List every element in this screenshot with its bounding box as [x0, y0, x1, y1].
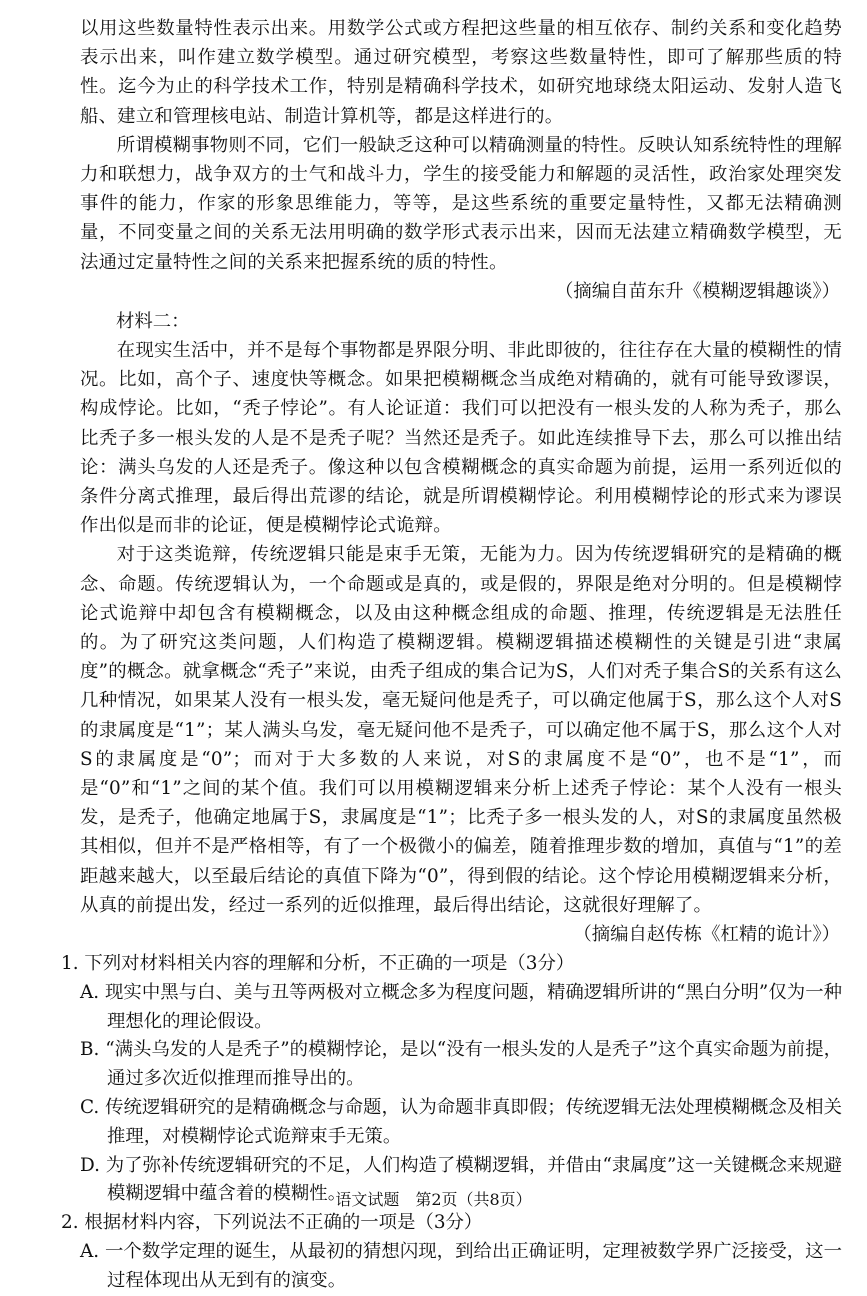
paragraph-fuzzy-logic: 对于这类诡辩，传统逻辑只能是束手无策，无能为力。因为传统逻辑研究的是精确的概念、命题。传统逻辑认为，一个命题或是真的，或是假的，界限是绝对分明的。但是模糊悖论式诡辩中却包含有模糊概念，以及由这种概念组成的命题、推理，传统逻辑是无法胜任的。为了研究这类问题，人们构造了模糊逻辑。模糊逻辑描述模糊性的关键是引进“隶属度”的概念。就拿概念“秃子”来说，由秃子组成的集合记为S，人们对秃子集合S的关系有这么几种情况，如果某人没有一根头发，毫无疑问他是秃子，可以确定他属于S，那么这个人对S的隶属度是“1”；某人满头乌发，毫无疑问他不是秃子，可以确定他不属于S，那么这个人对S的隶属度是“0”；而对于大多数的人来说，对S的隶属度不是“0”，也不是“1”，而是“0”和“1”之间的某个值。我们可以用模糊逻辑来分析上述秃子悖论：某个人没有一根头发，是秃子，他确定地属于S，隶属度是“1”；比秃子多一根头发的人，对S的隶属度虽然极其相似，但并不是严格相等，有了一个极微小的偏差，随着推理步数的增加，真值与“1”的差距越来越大，以至最后结论的真值下降为“0”，得到假的结论。这个悖论用模糊逻辑来分析，从真的前提出发，经过一系列的近似推理，最后得出结论，这就很好理解了。	[80, 544, 842, 916]
paragraph-fuzzy-things: 所谓模糊事物则不同，它们一般缺乏这种可以精确测量的特性。反映认知系统特性的理解力和联想力，战争双方的士气和战斗力，学生的接受能力和解题的灵活性，政治家处理突发事件的能力，作家的形象思维能力，等等，是这些系统的重要定量特性，又都无法精确测量，不同变量之间的关系无法用明确的数学形式表示出来，因而无法建立精确数学模型，无法通过定量特性之间的关系来把握系统的质的特性。	[80, 134, 842, 273]
page-content	[61, 14, 842, 1296]
source-citation-1: （摘编自苗东升《模糊逻辑趣谈》）	[554, 280, 840, 302]
question-1-option-c: C. 传统逻辑研究的是精确概念与命题，认为命题非真即假；传统逻辑无法处理模糊概念及相关推理，对模糊悖论式诡辩束手无策。	[80, 1097, 842, 1147]
question-1-stem: 1. 下列对材料相关内容的理解和分析，不正确的一项是（3分）	[61, 953, 575, 975]
paragraph-continuation: 以用这些数量特性表示出来。用数学公式或方程把这些量的相互依存、制约关系和变化趋势表示出来，叫作建立数学模型。通过研究模型，考察这些数量特性，即可了解那些质的特性。迄今为止的科学技术工作，特别是精确科学技术，如研究地球绕太阳运动、发射人造飞船、建立和管理核电站、制造计算机等，都是这样进行的。	[80, 18, 842, 127]
material-2-heading: 材料二：	[116, 310, 190, 332]
page-footer: 语文试题 第2页（共8页）	[335, 1190, 532, 1209]
question-1-option-a: A. 现实中黑与白、美与丑等两极对立概念多为程度问题，精确逻辑所讲的“黑白分明”仅为一种理想化的理论假设。	[80, 981, 842, 1032]
question-2-stem: 2. 根据材料内容，下列说法不正确的一项是（3分）	[61, 1212, 483, 1234]
question-2-option-a: A. 一个数学定理的诞生，从最初的猜想闪现，到给出正确证明，定理被数学界广泛接受，这一过程体现出从无到有的演变。	[80, 1241, 842, 1291]
paragraph-fuzzy-paradox: 在现实生活中，并不是每个事物都是界限分明、非此即彼的，往往存在大量的模糊性的情况。比如，高个子、速度快等概念。如果把模糊概念当成绝对精确的，就有可能导致谬误，构成悖论。比如，“秃子悖论”。有人论证道：我们可以把没有一根头发的人称为秃子，那么比秃子多一根头发的人是不是秃子呢？当然还是秃子。如此连续推导下去，那么可以推出结论：满头乌发的人还是秃子。像这种以包含模糊概念的真实命题为前提，运用一系列近似的条件分离式推理，最后得出荒谬的结论，就是所谓模糊悖论。利用模糊悖论的形式来为谬误作出似是而非的论证，便是模糊悖论式诡辩。	[80, 340, 842, 537]
question-1-option-d: D. 为了弥补传统逻辑研究的不足，人们构造了模糊逻辑，并借由“隶属度”这一关键概念来规避模糊逻辑中蕴含着的模糊性。	[80, 1154, 842, 1205]
question-1-option-b: B. “满头乌发的人是秃子”的模糊悖论，是以“没有一根头发的人是秃子”这个真实命题为前提，通过多次近似推理而推导出的。	[80, 1039, 842, 1090]
source-citation-2: （摘编自赵传栋《杠精的诡计》）	[573, 924, 840, 946]
